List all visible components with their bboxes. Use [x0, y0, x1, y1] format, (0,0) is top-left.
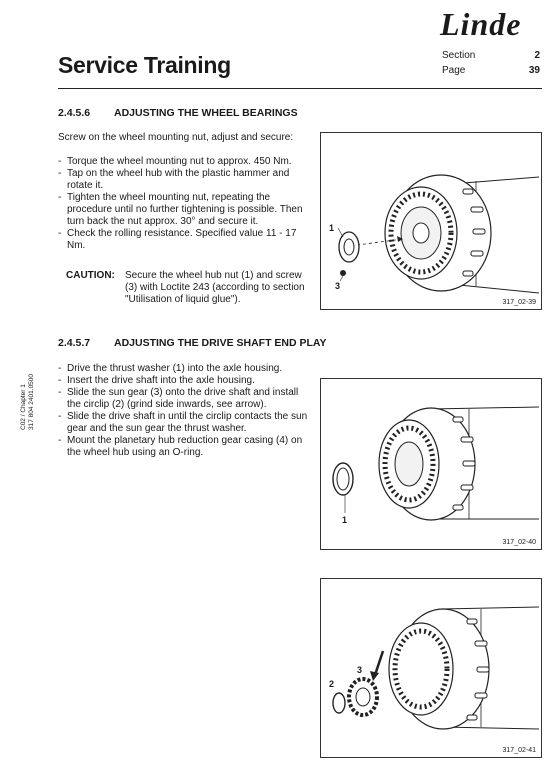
sidebar-reference — [20, 360, 36, 430]
figure-callout: 2 — [329, 679, 335, 689]
list-item: - Insert the drive shaft into the axle housing. — [58, 375, 310, 387]
sun-gear-illustration — [321, 579, 541, 757]
figure-wheel-hub-nut — [320, 132, 542, 310]
brand-logo: Linde — [440, 6, 522, 42]
figure-callout: 1 — [342, 515, 348, 525]
wheel-hub-illustration — [321, 133, 541, 309]
page-value: 39 — [528, 65, 540, 76]
drive-shaft-steps — [58, 363, 310, 459]
page-title: Service Training — [58, 52, 231, 78]
list-item: - Tighten the wheel mounting nut, repeating the procedure until no further tightening is possible. Then turn back the nut approx. 30° and secure it. — [58, 192, 310, 228]
list-item: - Torque the wheel mounting nut to approx. 450 Nm. — [58, 156, 310, 168]
section-title: ADJUSTING THE WHEEL BEARINGS — [114, 107, 298, 119]
figure-callout: 1 — [329, 223, 335, 233]
wheel-bearing-steps — [58, 156, 310, 252]
list-item: - Tap on the wheel hub with the plastic hammer and rotate it. — [58, 168, 310, 192]
header-rule — [58, 88, 542, 89]
section-intro: Screw on the wheel mounting nut, adjust and secure: — [58, 132, 294, 143]
sidebar-line-1: C02 / Chapter 1 — [20, 384, 27, 430]
list-item: - Slide the drive shaft in until the circlip contacts the sun gear and the sun gear the thrust washer. — [58, 411, 310, 435]
figure-thrust-washer — [320, 378, 542, 550]
section-value: 2 — [534, 50, 540, 61]
section-heading-wheel-bearings — [58, 107, 298, 119]
caution-note — [66, 270, 318, 310]
list-item: - Check the rolling resistance. Specified value 11 - 17 Nm. — [58, 228, 310, 252]
page-meta — [442, 65, 540, 77]
page-label: Page — [442, 65, 466, 76]
caution-label: CAUTION: — [66, 270, 115, 281]
section-number: 2.4.5.6 — [58, 107, 91, 119]
section-meta — [442, 50, 540, 62]
section-number: 2.4.5.7 — [58, 337, 91, 349]
figure-code: 317_02-41 — [502, 747, 536, 754]
section-label: Section — [442, 50, 476, 61]
figure-sun-gear-circlip — [320, 578, 542, 758]
figure-callout: 3 — [335, 281, 341, 291]
list-item: - Drive the thrust washer (1) into the axle housing. — [58, 363, 310, 375]
caution-text: Secure the wheel hub nut (1) and screw (3) with Loctite 243 (according to section "Utilisation of liquid glue"). — [125, 270, 305, 305]
thrust-washer-illustration — [321, 379, 541, 549]
list-item: - Mount the planetary hub reduction gear casing (4) on the wheel hub using an O-ring. — [58, 435, 310, 459]
section-title: ADJUSTING THE DRIVE SHAFT END PLAY — [114, 337, 327, 349]
figure-code: 317_02-39 — [502, 299, 536, 306]
figure-code: 317_02-40 — [502, 539, 536, 546]
list-item: - Slide the sun gear (3) onto the drive shaft and install the circlip (2) (grind side inwards, see arrow). — [58, 387, 310, 411]
figure-callout: 3 — [357, 665, 363, 675]
sidebar-line-2: 317 804 2401.0500 — [28, 373, 35, 430]
section-heading-drive-shaft — [58, 337, 327, 349]
